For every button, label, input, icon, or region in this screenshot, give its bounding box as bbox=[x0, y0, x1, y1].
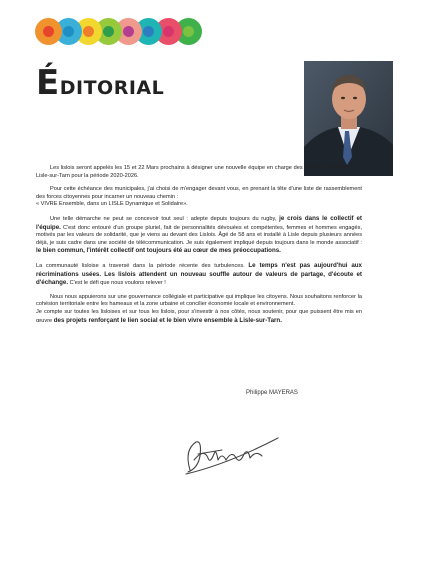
author-photo bbox=[304, 61, 393, 176]
paragraph-2 bbox=[36, 186, 362, 201]
paragraph-6 bbox=[36, 309, 362, 325]
paragraph-2-slogan: « VIVRE Ensemble, dans un LISLE Dynamique et Solidaire». bbox=[36, 201, 188, 208]
color-dot-center bbox=[123, 26, 134, 37]
handwritten-signature-icon bbox=[178, 430, 288, 478]
paragraph-3-bold-b: le bien commun, l'intérêt collectif ont toujours été au cœur de mes préoccupations. bbox=[36, 247, 281, 255]
color-dot-center bbox=[163, 26, 174, 37]
color-dot-center bbox=[63, 26, 74, 37]
color-dot-center bbox=[103, 26, 114, 37]
paragraph-1: Les lislois seront appelés les 15 et 22 Mars prochains à désigner une nouvelle équipe en charge des affaires municipales de Lisle-sur-Tarn pour la période 2020-2026. bbox=[36, 165, 362, 179]
paragraph-6-text: Je compte sur toutes les lisloises et sur tous les lislois, pour s'investir à nos côtés, nous soutenir, pour que puissent être mis en œuvre bbox=[36, 308, 362, 324]
color-dot-center bbox=[143, 26, 154, 37]
paragraph-4 bbox=[36, 262, 362, 288]
title-rest: DITORIAL bbox=[59, 77, 165, 99]
paragraph-4-text-b: C'est le défi que nous voulons relever ! bbox=[68, 280, 166, 287]
color-dot-icon bbox=[35, 18, 62, 45]
paragraph-2-text: Pour cette échéance des municipales, j'ai choisi de m'engager devant vous, en prenant la tête d'une liste de rassemblement des forces citoyennes pour incarner un nouveau chemin : bbox=[36, 186, 362, 200]
color-dot-center bbox=[83, 26, 94, 37]
paragraph-5: Nous nous appuierons sur une gouvernance collégiale et participative qui implique les citoyens. Nous souhaitons renforcer la cohésion territoriale entre les hameaux et la zone urbaine et concilier économie locale et environnement. bbox=[36, 293, 362, 308]
portrait-photo-icon bbox=[304, 61, 393, 176]
paragraph-3-bold-a: je crois dans le collectif et l'équipe. bbox=[36, 214, 362, 231]
paragraph-4-bold: Le temps n'est pas aujourd'hui aux récriminations usées. Les lislois attendent un nouveau souffle autour de valeurs de partage, d'écoute et d'échange. bbox=[36, 261, 362, 287]
paragraph-3-text-b: C'est donc entouré d'un groupe pluriel, fait de personnalités dévouées et compétentes, femmes et hommes engagés, motivés par les valeurs de solidarité, que je viens au devant des Lislois. Âgé de 58 ans et installé à Lisle depuis plusieurs années déjà, je suis cadre dans une société de télécommunication. Je suis également impliqué depuis toujours dans le monde associatif : bbox=[36, 224, 362, 246]
editorial-text bbox=[36, 165, 362, 331]
paragraph-6-bold: des projets renforçant le lien social et le bien vivre ensemble à Lisle-sur-Tarn. bbox=[53, 316, 282, 324]
paragraph-3 bbox=[36, 215, 362, 256]
color-dots-banner bbox=[35, 18, 200, 45]
paragraph-4-text-a: La communauté lisloise a traversé dans la période récente des turbulences. bbox=[36, 262, 249, 269]
color-dot-center bbox=[183, 26, 194, 37]
page-title bbox=[36, 63, 164, 103]
signatory-name: Philippe MAYERAS bbox=[246, 390, 298, 396]
title-initial: É bbox=[36, 63, 60, 103]
paragraph-3-text-a: Une telle démarche ne peut se concevoir tout seul : adepte depuis toujours du rugby, bbox=[50, 215, 280, 222]
color-dot-center bbox=[43, 26, 54, 37]
